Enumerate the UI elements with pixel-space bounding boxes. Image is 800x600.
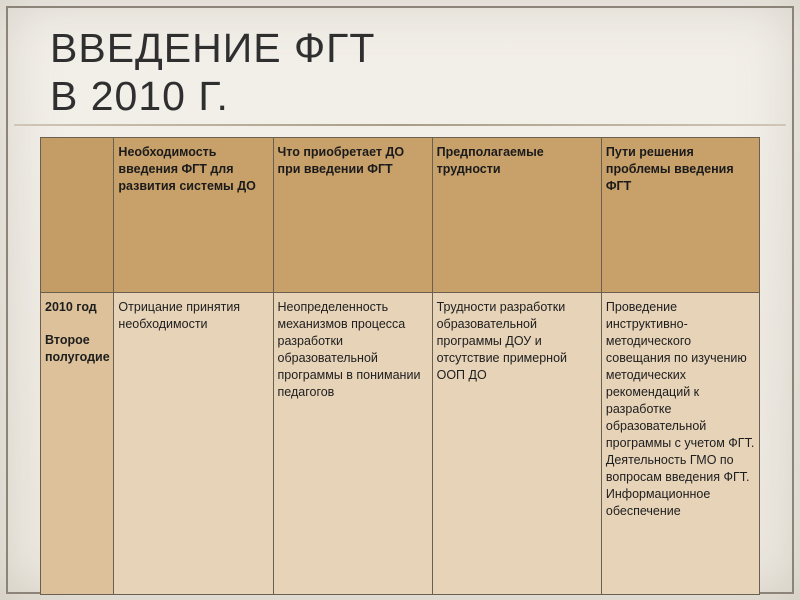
header-cell-solutions: Пути решения проблемы введения ФГТ [601, 138, 759, 293]
table-row [41, 293, 760, 595]
period-half: Второе полугодие [45, 333, 110, 364]
period-cell [41, 293, 114, 595]
fgt-table [40, 137, 760, 595]
header-cell-empty [41, 138, 114, 293]
cell-gains: Неопределенность механизмов процесса разработки образовательной программы в понимании педагогов [273, 293, 432, 595]
table-header-row [41, 138, 760, 293]
period-year: 2010 год [45, 300, 97, 314]
title-line-2: В 2010 Г. [50, 73, 229, 119]
header-cell-necessity: Необходимость введения ФГТ для развития системы ДО [114, 138, 273, 293]
cell-solutions: Проведение инструктивно-методического совещания по изучению методических рекомендаций к разработке образовательной программы с учетом ФГТ. Деятельность ГМО по вопросам введения ФГТ. Информационное обеспечение [601, 293, 759, 595]
cell-necessity: Отрицание принятия необходимости [114, 293, 273, 595]
header-cell-difficulties: Предполагаемые трудности [432, 138, 601, 293]
slide-title [50, 24, 375, 120]
header-cell-gains: Что приобретает ДО при введении ФГТ [273, 138, 432, 293]
title-line-1: ВВЕДЕНИЕ ФГТ [50, 25, 376, 71]
cell-difficulties: Трудности разработки образовательной программы ДОУ и отсутствие примерной ООП ДО [432, 293, 601, 595]
title-divider [14, 124, 786, 126]
